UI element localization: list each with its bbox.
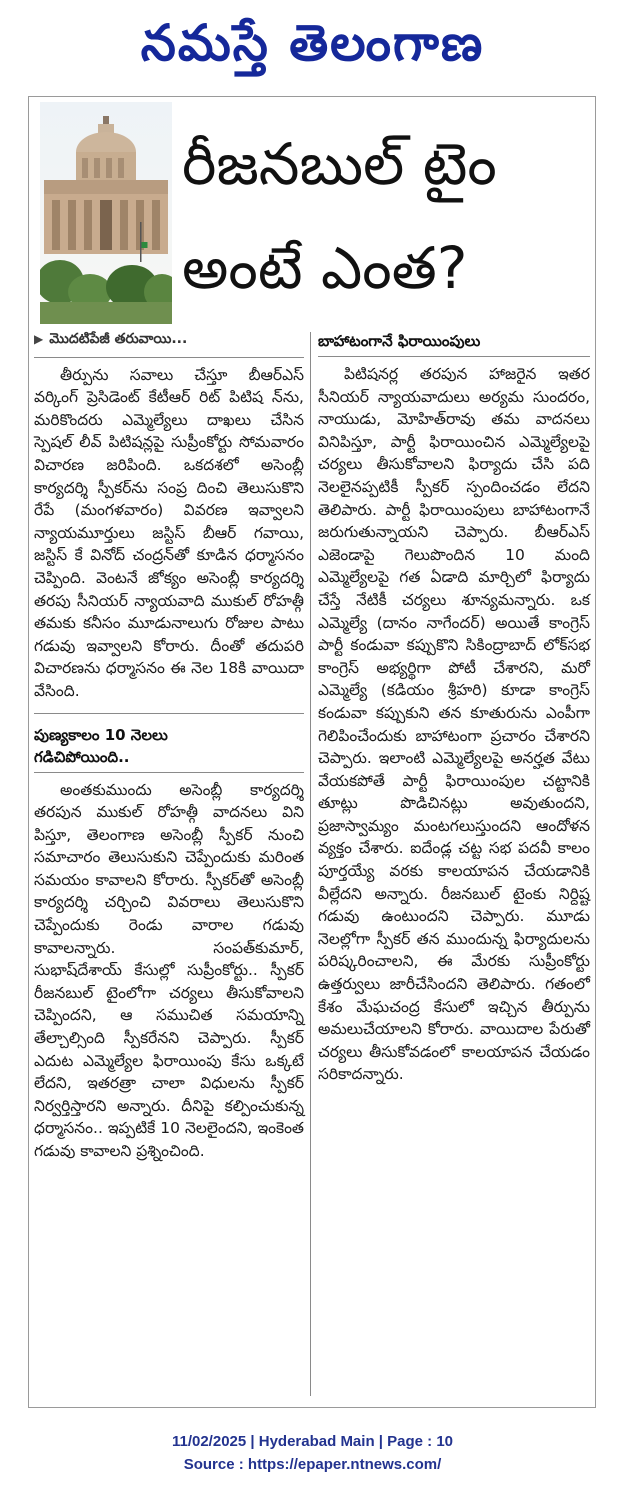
column-divider <box>310 332 311 1396</box>
left-column <box>34 328 304 1167</box>
continuation-kicker <box>34 328 304 358</box>
supreme-court-photo <box>40 102 172 324</box>
right-subhead: బాహాటంగానే ఫిరాయింపులు <box>318 328 590 357</box>
left-body-paragraph: అంతకుముందు అసెంబ్లీ కార్యదర్శి తరపున ముకుల్ రోహత్గీ వాదనలు విని పిస్తూ, తెలంగాణ అసెంబ్లీ స్పీకర్ నుంచి సమాచారం తెలుసుకుని చెప్పేందుకు మరింత సమయం కావాలని కోరారు. స్పీకర్‌తో అసెంబ్లీ కార్యదర్శి చర్చించి వివరాలు తెలుసుకొని చెప్పేందుకు రెండు వారాల గడువు కావాలన్నారు. సంపత్‌కుమార్, సుభాష్‌దేశాయ్ కేసుల్లో సుప్రీంకోర్టు.. స్పీకర్ రీజనబుల్ టైంలోగా చర్యలు తీసుకోవాలని చెప్పిందని, ఆ సముచిత సమయాన్ని తేల్చాల్సింది స్పీకరేనని చెప్పారు. స్పీకర్ ఎదుట ఎమ్మెల్యేల ఫిరాయింపు కేసు ఒక్కటే లేదని, ఇతరత్రా చాలా విధులను స్పీకర్ నిర్వర్తిస్తారని అన్నారు. దీనిపై కల్పించుకున్న ధర్మాసనం.. ఇప్పటికే 10 నెలలైందని, ఇంకెంత గడువు కావాలని ప్రశ్నించింది. <box>34 780 304 1160</box>
left-intro-paragraph: తీర్పును సవాలు చేస్తూ బీఆర్ఎస్ వర్కింగ్ ప్రెసిడెంట్ కేటీఆర్ రిట్ పిటిష న్‌ను, మరికొందరు ఎమ్మెల్యేలు దాఖలు చేసిన స్పెషల్ లీవ్ పిటిషన్లపై సుప్రీంకోర్టు సోమవారం విచారణ జరిపింది. ఒకదశలో అసెంబ్లీ కార్యదర్శి స్పీకర్‌ను సంప్ర దించి తెలుసుకొని రేపే (మంగళవారం) వివరణ ఇవ్వాలని న్యాయమూర్తులు జస్టిస్ బీఆర్ గవాయి, జస్టిస్ కే వినోద్ చంద్రన్‌తో కూడిన ధర్మాసనం చెప్పింది. వెంటనే జోక్యం అసెంబ్లీ కార్యదర్శి తరపు సీనియర్ న్యాయవాది ముకుల్ రోహత్గీ తమకు కనీసం మూడునాలుగు రోజుల పాటు గడువు ఇవ్వాలని కోరారు. దీంతో తదుపరి విచారణను ధర్మాసనం ఈ నెల 18కి వాయిదా వేసింది. <box>34 365 304 700</box>
right-column <box>318 328 590 1090</box>
supreme-court-building-icon <box>40 102 172 324</box>
masthead-title: నమస్తే తెలంగాణ <box>140 14 485 72</box>
headline <box>182 112 582 320</box>
left-subhead <box>34 722 304 773</box>
left-subhead-line-1: పుణ్యకాలం 10 నెలలు <box>34 725 168 744</box>
section-divider <box>34 713 304 714</box>
headline-line-2: అంటే ఎంత? <box>182 234 468 302</box>
headline-line-1: రీజనబుల్ టైం <box>182 130 497 198</box>
footer-edition-line: 11/02/2025 | Hyderabad Main | Page : 10 <box>171 1433 454 1450</box>
kicker-text: మొదటిపేజీ తరువాయి... <box>49 331 188 347</box>
masthead <box>0 0 625 92</box>
footer-source-line: Source : https://epaper.ntnews.com/ <box>183 1456 442 1473</box>
left-subhead-line-2: గడిచిపోయింది.. <box>34 747 130 766</box>
page-footer <box>0 1430 625 1476</box>
arrow-right-icon: ▶ <box>34 332 44 346</box>
right-body-paragraph: పిటిషనర్ల తరపున హాజరైన ఇతర సీనియర్ న్యాయవాదులు అర్యమ సుందరం, నాయుడు, మోహిత్‌రావు తమ వాదనలు వినిపిస్తూ, పార్టీ ఫిరాయించిన ఎమ్మెల్యేలపై చర్యలు తీసుకోవాలని ఫిర్యాదు చేసి పది నెలలైనప్పటికీ స్పీకర్ స్పందించడం లేదని తెలిపారు. పార్టీ ఫిరాయింపులు బాహాటంగానే జరుగుతున్నాయని చెప్పారు. బీఆర్ఎస్ ఎజెండాపై గెలుపొందిన 10 మంది ఎమ్మెల్యేలపై గత ఏడాది మార్చిలో ఫిర్యాదు చేస్తే నేటికీ చర్యలు శూన్యమన్నారు. ఒక ఎమ్మెల్యే (దానం నాగేందర్) అయితే కాంగ్రెస్ పార్టీ కండువా కప్పుకొని సికింద్రాబాద్ లోక్‌సభ కాంగ్రెస్ అభ్యర్థిగా పోటీ చేశారని, మరో ఎమ్మెల్యే (కడియం శ్రీహరి) కూడా కాంగ్రెస్ కండువా కప్పుకుని తన కూతురును ఎంపీగా గెలిపించేందుకు బాహాటంగా ప్రచారం చేశారని చెప్పారు. ఇలాంటి ఎమ్మెల్యేలపై అనర్హత వేటు వేయకపోతే పార్టీ ఫిరాయింపుల చట్టానికి తూట్లు పొడిచినట్లు అవుతుందని, ప్రజాస్వామ్యం మంటగలుస్తుందని ఆందోళన వ్యక్తం చేశారు. ఐదేండ్ల చట్ట సభ పదవీ కాలం పూర్తయ్యే వరకు కాలయాపన చేయడానికి వీల్లేదని అన్నారు. రీజనబుల్ టైంకు నిర్దిష్ట గడువు ఉంటుందని చెప్పారు. మూడు నెలల్లోగా స్పీకర్ తన ముందున్న ఫిర్యాదులను పరిష్కరించాలని, ఈ మేరకు సుప్రీంకోర్టు ఉత్తర్వులు జారీచేసిందని తెలిపారు. గతంలో కేశం మేఘచంద్ర కేసులో ఇచ్చిన తీర్పును అమలుచేయాలని కోరారు. వాయిదాల పేరుతో చర్యలు తీసుకోవడంలో కాలయాపన చేయడం సరికాదన్నారు. <box>318 365 590 1084</box>
